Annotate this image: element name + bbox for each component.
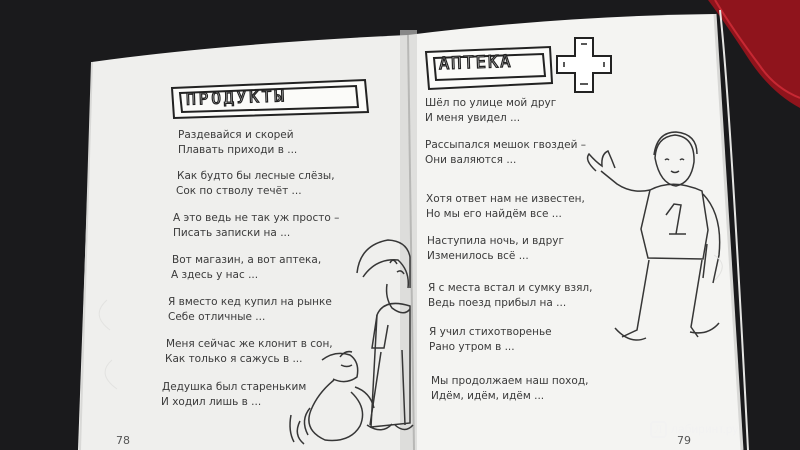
left-poem-5-line-2: Себе отличные ...	[168, 311, 266, 323]
left-poem-4-line-1: Вот магазин, а вот аптека,	[172, 254, 322, 266]
left-page-number: 78	[116, 434, 130, 447]
left-poem-1-line-2: Плавать приходи в ...	[178, 144, 298, 156]
watermark-logo-icon: Л	[650, 421, 667, 438]
left-poem-4-line-2: А здесь у нас ...	[171, 269, 259, 281]
left-poem-5-line-1: Я вместо кед купил на рынке	[168, 296, 332, 308]
left-poem-1-line-1: Раздевайся и скорей	[178, 129, 294, 141]
right-poem-3-line-1: Хотя ответ нам не известен,	[426, 193, 585, 205]
left-poem-6-line-2: Как только я сажусь в ...	[165, 353, 303, 365]
right-page-title: АПТЕКА	[438, 51, 513, 75]
watermark	[650, 418, 738, 440]
right-poem-3-line-2: Но мы его найдём все ...	[426, 208, 562, 220]
right-poem-7-line-2: Идём, идём, идём ...	[431, 390, 545, 402]
right-poem-4-line-1: Наступила ночь, и вдруг	[427, 235, 564, 247]
right-poem-6-line-1: Я учил стихотворенье	[429, 326, 552, 338]
right-poem-7-line-1: Мы продолжаем наш поход,	[431, 375, 589, 387]
right-poem-2-line-2: Они валяются ...	[425, 154, 517, 166]
right-poem-2-line-1: Рассыпался мешок гвоздей –	[425, 139, 586, 151]
left-poem-2-line-1: Как будто бы лесные слёзы,	[177, 170, 335, 182]
right-poem-1-line-2: И меня увидел ...	[425, 112, 521, 124]
left-poem-7-line-1: Дедушка был стареньким	[162, 381, 307, 393]
left-poem-3-line-2: Писать записки на ...	[173, 227, 291, 239]
right-poem-6-line-2: Рано утром в ...	[429, 341, 515, 353]
left-poem-3-line-1: А это ведь не так уж просто –	[173, 212, 340, 224]
left-page-title: ПРОДУКТЫ	[185, 86, 288, 109]
left-poem-7-line-2: И ходил лишь в ...	[161, 396, 262, 408]
right-poem-5-line-2: Ведь поезд прибыл на ...	[428, 297, 567, 309]
watermark-text: лабиринт.ру	[671, 422, 739, 436]
right-poem-1-line-1: Шёл по улице мой друг	[425, 97, 557, 109]
left-poem-2-line-2: Сок по стволу течёт ...	[176, 185, 302, 197]
right-poem-5-line-1: Я с места встал и сумку взял,	[428, 282, 593, 294]
left-poem-6-line-1: Меня сейчас же клонит в сон,	[166, 338, 333, 350]
right-poem-4-line-2: Изменилось всё ...	[427, 250, 529, 262]
right-page-number: 79	[677, 434, 691, 447]
